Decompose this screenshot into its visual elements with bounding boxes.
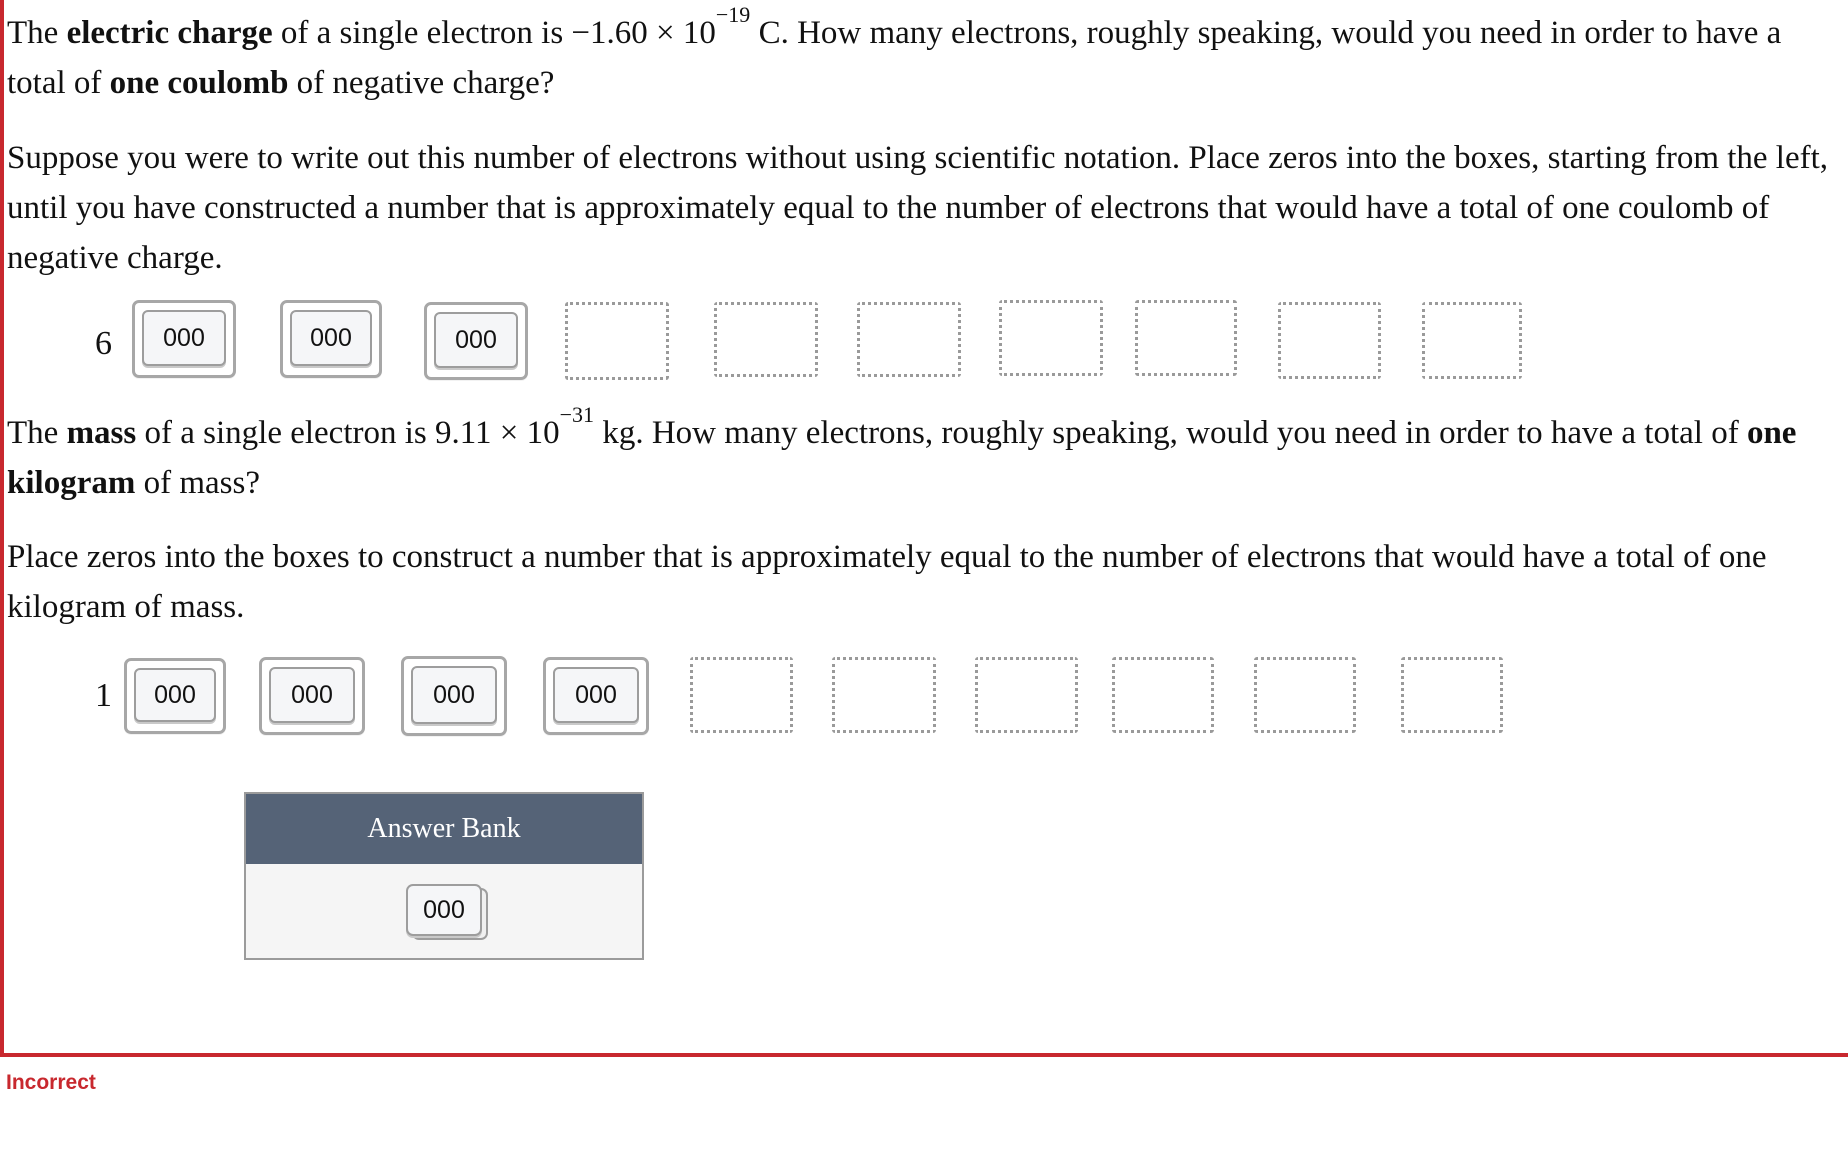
q1-empty-slot[interactable] bbox=[1278, 302, 1381, 379]
q2-lead-digit: 1 bbox=[95, 677, 112, 714]
q1-slot-1[interactable] bbox=[132, 300, 236, 378]
q1-empty-slot[interactable] bbox=[1422, 302, 1522, 379]
q2-zero-tile-4[interactable]: 000 bbox=[553, 667, 639, 723]
q2-bold-term: mass bbox=[66, 415, 137, 451]
q2-empty-slot[interactable] bbox=[832, 657, 936, 733]
q1-bold-unit: one coulomb bbox=[109, 65, 289, 101]
q2-slot-4[interactable] bbox=[543, 657, 649, 735]
q1-empty-slot[interactable] bbox=[714, 302, 818, 377]
q2-exponent: −31 bbox=[559, 402, 595, 427]
q1-bold-term: electric charge bbox=[66, 15, 273, 51]
q1-slot-3[interactable] bbox=[424, 302, 528, 380]
q2-empty-slot[interactable] bbox=[690, 657, 793, 733]
q1-empty-slot[interactable] bbox=[857, 302, 961, 377]
answer-bank-zero-tile[interactable]: 000 bbox=[406, 884, 482, 936]
q1-slot-2[interactable] bbox=[280, 300, 382, 378]
q2-slot-2[interactable] bbox=[259, 657, 365, 735]
q2-zero-tile-3[interactable]: 000 bbox=[411, 666, 497, 724]
q1-lead-digit: 6 bbox=[95, 325, 112, 362]
q2-empty-slot[interactable] bbox=[1401, 657, 1503, 733]
q1-exponent: −19 bbox=[715, 2, 751, 27]
q2-slot-1[interactable] bbox=[124, 658, 226, 734]
status-incorrect: Incorrect bbox=[6, 1071, 96, 1094]
q1-zero-tile-2[interactable]: 000 bbox=[290, 310, 372, 366]
q2-prompt: The mass of a single electron is $9.11 \times 10^{-31}$ kg. How many electrons, roughly speaking, would you need in order to have a total of one kilogram of mass? bbox=[7, 402, 1797, 501]
q1-zero-tile-3[interactable]: 000 bbox=[434, 312, 518, 368]
q2-empty-slot[interactable] bbox=[975, 657, 1078, 733]
q1-empty-slot[interactable] bbox=[999, 300, 1103, 376]
q1-prompt: The electric charge of a single electron is $-1.60 \times 10^{-19}$ C. How many electrons, roughly speaking, would you need in order to have a total of one coulomb of negative charge? bbox=[7, 2, 1782, 101]
q2-zero-tile-2[interactable]: 000 bbox=[269, 667, 355, 723]
q1-instructions: Suppose you were to write out this number of electrons without using scientific notation. Place zeros into the boxes, starting from the left, until you have constructed a number that is approximately equal to the number of electrons that would have a total of one coulomb of negative charge. bbox=[7, 140, 1829, 276]
q2-empty-slot[interactable] bbox=[1254, 657, 1356, 733]
answer-bank-tile-stack[interactable] bbox=[406, 884, 492, 942]
answer-bank bbox=[244, 792, 644, 960]
answer-bank-header: Answer Bank bbox=[246, 794, 642, 864]
q2-zero-tile-1[interactable]: 000 bbox=[134, 668, 216, 722]
q2-empty-slot[interactable] bbox=[1112, 657, 1214, 733]
q1-empty-slot[interactable] bbox=[1135, 300, 1237, 376]
q2-bold-unit: one kilogram bbox=[7, 415, 1797, 501]
q1-zero-tile-1[interactable]: 000 bbox=[142, 310, 226, 366]
q2-instructions: Place zeros into the boxes to construct a number that is approximately equal to the number of electrons that would have a total of one kilogram of mass. bbox=[7, 539, 1767, 625]
q1-empty-slot[interactable] bbox=[565, 302, 669, 380]
q2-slot-3[interactable] bbox=[401, 656, 507, 736]
